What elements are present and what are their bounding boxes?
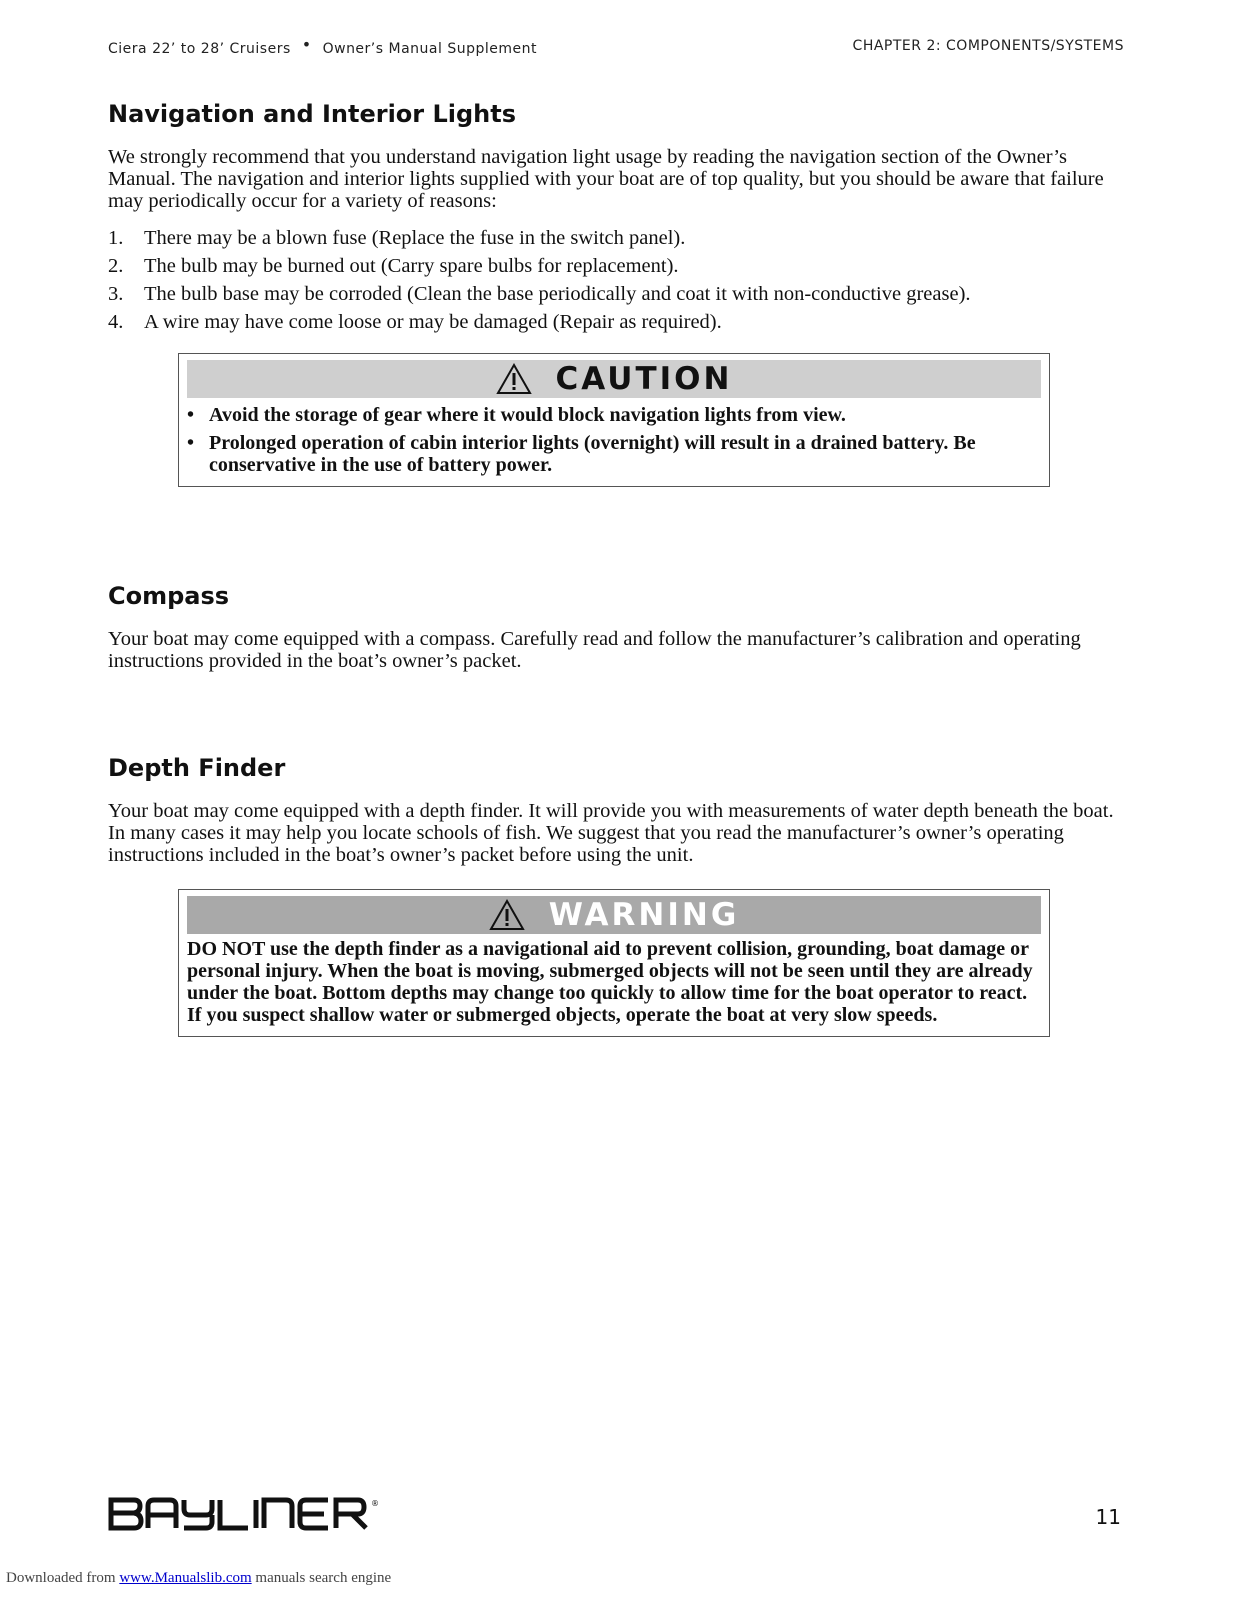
caution-title: CAUTION — [555, 361, 733, 397]
depth-finder-heading: Depth Finder — [108, 754, 286, 782]
list-item: 2. The bulb may be burned out (Carry spare bulbs for replacement). — [108, 255, 679, 277]
caution-list — [187, 404, 1041, 476]
warning-header — [187, 896, 1041, 934]
manual-subtitle: Owner’s Manual Supplement — [322, 41, 537, 57]
list-item: 3. The bulb base may be corroded (Clean the base periodically and coat it with non-conductive grease). — [108, 283, 971, 305]
warning-box — [178, 889, 1050, 1037]
depth-finder-text: Your boat may come equipped with a depth finder. It will provide you with measurements of water depth beneath the boat. In many cases it may help you locate schools of fish. We suggest that you read the manufacturer’s owner’s operating instructions included in the boat’s owner’s packet before using the unit. — [108, 800, 1114, 866]
list-item: • Prolonged operation of cabin interior lights (overnight) will result in a drained battery. Be conservative in the use of battery power. — [187, 432, 976, 476]
list-item: 4. A wire may have come loose or may be damaged (Repair as required). — [108, 311, 722, 333]
warning-triangle-icon — [496, 363, 532, 395]
chapter-title: CHAPTER 2: COMPONENTS/SYSTEMS — [852, 38, 1124, 54]
nav-lights-intro: We strongly recommend that you understand navigation light usage by reading the navigation section of the Owner’s Manual. The navigation and interior lights supplied with your boat are of top quality, but you should be aware that failure may periodically occur for a variety of reasons: — [108, 146, 1104, 212]
compass-text: Your boat may come equipped with a compass. Carefully read and follow the manufacturer’s calibration and operating instructions provided in the boat’s owner’s packet. — [108, 628, 1081, 672]
page-number: 11 — [1095, 1505, 1121, 1529]
download-footer: Downloaded from www.Manualslib.com manuals search engine — [6, 1570, 392, 1586]
header-left — [108, 35, 537, 57]
bayliner-logo-mark — [108, 1497, 378, 1531]
compass-heading: Compass — [108, 582, 230, 610]
caution-box — [178, 353, 1050, 487]
header-bullet: • — [301, 35, 312, 54]
warning-triangle-icon — [489, 899, 525, 931]
svg-text:®: ® — [371, 1499, 379, 1508]
manual-title: Ciera 22’ to 28’ Cruisers — [108, 41, 291, 57]
list-item: 1. There may be a blown fuse (Replace the fuse in the switch panel). — [108, 227, 686, 249]
page-header — [108, 35, 1124, 57]
caution-header — [187, 360, 1041, 398]
list-item: • Avoid the storage of gear where it would block navigation lights from view. — [187, 404, 846, 426]
warning-title: WARNING — [548, 897, 740, 933]
nav-lights-list — [108, 224, 971, 336]
bayliner-logo — [108, 1497, 378, 1536]
warning-text: DO NOT use the depth finder as a navigational aid to prevent collision, grounding, boat damage or personal injury. When the boat is moving, submerged objects will not be seen until they are already under the boat. Bottom depths may change too quickly to allow time for the boat operator to react. If you suspect shallow water or submerged objects, operate the boat at very slow speeds. — [187, 938, 1033, 1026]
manualslib-link[interactable]: www.Manualslib.com — [119, 1570, 252, 1586]
nav-lights-heading: Navigation and Interior Lights — [108, 100, 517, 128]
